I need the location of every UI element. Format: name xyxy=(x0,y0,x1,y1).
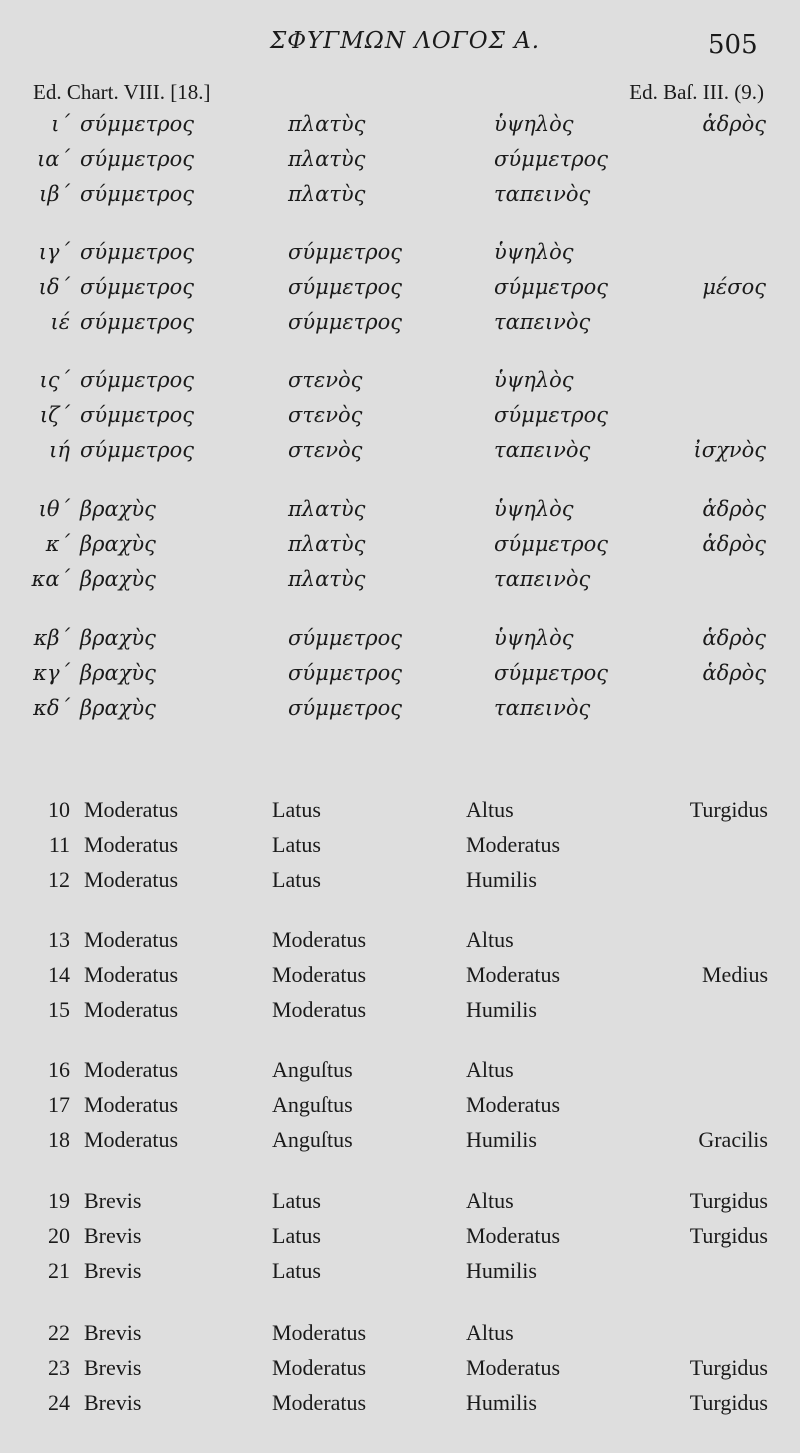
greek-table-row xyxy=(0,310,800,344)
latin-table-row xyxy=(0,1320,800,1354)
greek-table-row xyxy=(0,368,800,402)
cell-c2: Moderatus xyxy=(272,1320,367,1345)
cell-c4: Gracilis xyxy=(698,1127,768,1152)
cell-c2: Latus xyxy=(272,1188,321,1213)
greek-table-row xyxy=(0,275,800,309)
cell-c4: Turgidus xyxy=(689,1355,768,1380)
row-number: ιγ΄ xyxy=(38,240,70,264)
row-number: 18 xyxy=(48,1127,70,1152)
row-number: 11 xyxy=(48,832,70,857)
cell-c1: σύμμετρος xyxy=(80,438,195,462)
row-number: 22 xyxy=(48,1320,70,1345)
greek-table-row xyxy=(0,182,800,216)
cell-c3: ὑψηλὸς xyxy=(494,368,574,392)
latin-table-row xyxy=(0,797,800,831)
cell-c2: πλατὺς xyxy=(288,532,366,556)
cell-c3: Humilis xyxy=(466,867,537,892)
latin-table-row xyxy=(0,1188,800,1222)
cell-c4: Turgidus xyxy=(689,1188,768,1213)
cell-c2: στενὸς xyxy=(288,403,363,427)
cell-c1: Moderatus xyxy=(84,962,179,987)
greek-table-row xyxy=(0,497,800,531)
cell-c2: Anguſtus xyxy=(272,1092,353,1117)
greek-table-row xyxy=(0,147,800,181)
cell-c2: σύμμετρος xyxy=(288,661,403,685)
cell-c4: ἁδρὸς xyxy=(702,532,766,556)
cell-c3: Altus xyxy=(466,1188,514,1213)
cell-c2: Anguſtus xyxy=(272,1057,353,1082)
cell-c1: Brevis xyxy=(84,1188,142,1213)
cell-c1: βραχὺς xyxy=(80,532,156,556)
cell-c1: Moderatus xyxy=(84,1057,179,1082)
cell-c3: ὑψηλὸς xyxy=(494,626,574,650)
cell-c3: ὑψηλὸς xyxy=(494,112,574,136)
row-number: ις΄ xyxy=(39,368,70,392)
cell-c1: Moderatus xyxy=(84,832,179,857)
row-number: ιζ΄ xyxy=(39,403,70,427)
cell-c3: ταπεινὸς xyxy=(494,182,591,206)
cell-c3: Moderatus xyxy=(466,1092,561,1117)
cell-c1: σύμμετρος xyxy=(80,310,195,334)
cell-c3: σύμμετρος xyxy=(494,661,609,685)
cell-c1: Moderatus xyxy=(84,1092,179,1117)
latin-table-row xyxy=(0,962,800,996)
row-number: 23 xyxy=(48,1355,70,1380)
row-number: 19 xyxy=(48,1188,70,1213)
cell-c1: σύμμετρος xyxy=(80,182,195,206)
cell-c2: σύμμετρος xyxy=(288,626,403,650)
cell-c1: σύμμετρος xyxy=(80,275,195,299)
row-number: 12 xyxy=(48,867,70,892)
greek-table-row xyxy=(0,661,800,695)
row-number: κδ΄ xyxy=(33,696,70,720)
cell-c3: Altus xyxy=(466,1057,514,1082)
cell-c2: στενὸς xyxy=(288,438,363,462)
cell-c3: σύμμετρος xyxy=(494,532,609,556)
cell-c1: βραχὺς xyxy=(80,696,156,720)
cell-c3: ταπεινὸς xyxy=(494,438,591,462)
cell-c4: Turgidus xyxy=(689,1223,768,1248)
cell-c2: πλατὺς xyxy=(288,182,366,206)
cell-c2: πλατὺς xyxy=(288,497,366,521)
cell-c3: ταπεινὸς xyxy=(494,567,591,591)
row-number: 14 xyxy=(48,962,70,987)
cell-c2: σύμμετρος xyxy=(288,240,403,264)
row-number: ιέ xyxy=(50,310,70,334)
cell-c1: βραχὺς xyxy=(80,661,156,685)
cell-c2: πλατὺς xyxy=(288,147,366,171)
cell-c2: Latus xyxy=(272,1223,321,1248)
latin-table-row xyxy=(0,832,800,866)
running-title: ΣΦΥΓΜΩΝ ΛΟΓΟΣ Α. xyxy=(270,28,541,54)
row-number: 24 xyxy=(48,1390,70,1415)
cell-c1: σύμμετρος xyxy=(80,403,195,427)
latin-table-row xyxy=(0,1258,800,1292)
cell-c3: Humilis xyxy=(466,1390,537,1415)
cell-c4: Medius xyxy=(702,962,768,987)
cell-c1: Moderatus xyxy=(84,1127,179,1152)
cell-c1: Brevis xyxy=(84,1355,142,1380)
edition-reference-right: Ed. Baſ. III. (9.) xyxy=(629,80,764,104)
greek-table-row xyxy=(0,532,800,566)
cell-c3: Moderatus xyxy=(466,832,561,857)
cell-c1: Brevis xyxy=(84,1320,142,1345)
cell-c3: Moderatus xyxy=(466,1223,561,1248)
latin-table-row xyxy=(0,1092,800,1126)
latin-table-row xyxy=(0,927,800,961)
row-number: 15 xyxy=(48,997,70,1022)
cell-c2: Latus xyxy=(272,1258,321,1283)
cell-c1: Brevis xyxy=(84,1223,142,1248)
cell-c3: σύμμετρος xyxy=(494,147,609,171)
greek-table-row xyxy=(0,696,800,730)
cell-c4: ἁδρὸς xyxy=(702,626,766,650)
row-number: ι΄ xyxy=(51,112,70,136)
cell-c2: Moderatus xyxy=(272,1355,367,1380)
row-number: ιθ΄ xyxy=(38,497,70,521)
greek-table-row xyxy=(0,438,800,472)
cell-c2: Moderatus xyxy=(272,1390,367,1415)
cell-c3: Altus xyxy=(466,927,514,952)
latin-table-row xyxy=(0,997,800,1031)
greek-table-row xyxy=(0,403,800,437)
cell-c3: Altus xyxy=(466,1320,514,1345)
cell-c2: Moderatus xyxy=(272,962,367,987)
greek-table-row xyxy=(0,112,800,146)
cell-c1: βραχὺς xyxy=(80,626,156,650)
row-number: ια΄ xyxy=(37,147,70,171)
cell-c2: Latus xyxy=(272,797,321,822)
cell-c3: ὑψηλὸς xyxy=(494,497,574,521)
latin-table-row xyxy=(0,1127,800,1161)
cell-c4: ἁδρὸς xyxy=(702,661,766,685)
cell-c4: μέσος xyxy=(702,275,766,299)
cell-c2: Anguſtus xyxy=(272,1127,353,1152)
cell-c1: Moderatus xyxy=(84,997,179,1022)
latin-table-row xyxy=(0,1057,800,1091)
cell-c3: Humilis xyxy=(466,1127,537,1152)
cell-c2: πλατὺς xyxy=(288,567,366,591)
cell-c2: Latus xyxy=(272,867,321,892)
cell-c2: Latus xyxy=(272,832,321,857)
cell-c1: σύμμετρος xyxy=(80,240,195,264)
row-number: 20 xyxy=(48,1223,70,1248)
latin-table-row xyxy=(0,1355,800,1389)
cell-c1: Moderatus xyxy=(84,797,179,822)
cell-c4: Turgidus xyxy=(689,1390,768,1415)
cell-c3: σύμμετρος xyxy=(494,275,609,299)
row-number: 21 xyxy=(48,1258,70,1283)
row-number: 17 xyxy=(48,1092,70,1117)
cell-c3: σύμμετρος xyxy=(494,403,609,427)
edition-reference-left: Ed. Chart. VIII. [18.] xyxy=(33,80,211,104)
cell-c2: Moderatus xyxy=(272,927,367,952)
latin-table-row xyxy=(0,1223,800,1257)
cell-c4: ἁδρὸς xyxy=(702,112,766,136)
cell-c3: ὑψηλὸς xyxy=(494,240,574,264)
cell-c4: Turgidus xyxy=(689,797,768,822)
cell-c2: πλατὺς xyxy=(288,112,366,136)
cell-c2: σύμμετρος xyxy=(288,275,403,299)
row-number: 10 xyxy=(48,797,70,822)
cell-c4: ἁδρὸς xyxy=(702,497,766,521)
row-number: ιβ΄ xyxy=(39,182,70,206)
cell-c3: Humilis xyxy=(466,1258,537,1283)
row-number: κα΄ xyxy=(31,567,70,591)
cell-c2: σύμμετρος xyxy=(288,696,403,720)
cell-c3: Moderatus xyxy=(466,962,561,987)
row-number: ιή xyxy=(49,438,70,462)
row-number: κ΄ xyxy=(45,532,70,556)
cell-c1: Moderatus xyxy=(84,927,179,952)
cell-c3: Humilis xyxy=(466,997,537,1022)
cell-c1: βραχὺς xyxy=(80,497,156,521)
cell-c3: ταπεινὸς xyxy=(494,696,591,720)
cell-c1: Brevis xyxy=(84,1390,142,1415)
greek-table-row xyxy=(0,626,800,660)
cell-c1: Brevis xyxy=(84,1258,142,1283)
greek-table-row xyxy=(0,567,800,601)
cell-c1: σύμμετρος xyxy=(80,112,195,136)
cell-c2: στενὸς xyxy=(288,368,363,392)
row-number: ιδ΄ xyxy=(38,275,70,299)
cell-c1: βραχὺς xyxy=(80,567,156,591)
cell-c2: σύμμετρος xyxy=(288,310,403,334)
cell-c1: σύμμετρος xyxy=(80,147,195,171)
cell-c2: Moderatus xyxy=(272,997,367,1022)
row-number: κβ΄ xyxy=(33,626,70,650)
row-number: κγ΄ xyxy=(33,661,70,685)
cell-c1: σύμμετρος xyxy=(80,368,195,392)
greek-table-row xyxy=(0,240,800,274)
row-number: 13 xyxy=(48,927,70,952)
latin-table-row xyxy=(0,1390,800,1424)
row-number: 16 xyxy=(48,1057,70,1082)
cell-c3: ταπεινὸς xyxy=(494,310,591,334)
latin-table-row xyxy=(0,867,800,901)
page-number: 505 xyxy=(708,30,758,60)
cell-c3: Moderatus xyxy=(466,1355,561,1380)
cell-c4: ἰσχνὸς xyxy=(693,438,766,462)
cell-c3: Altus xyxy=(466,797,514,822)
cell-c1: Moderatus xyxy=(84,867,179,892)
